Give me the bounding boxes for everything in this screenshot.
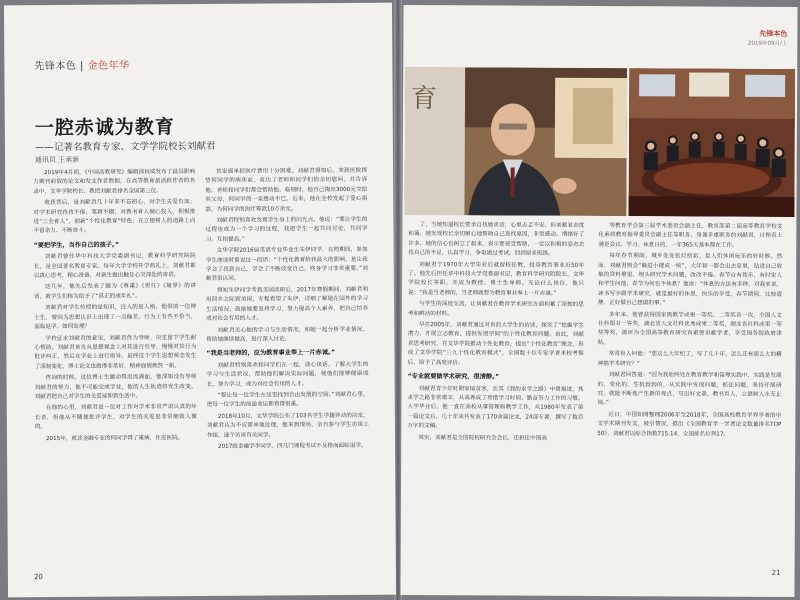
paragraph: 早在2005年，刘献君通过对有的大学生的访谈，探究了“挖掘学生潜力，开展立志教育，提供发展空间”的个性化教育问题。由此，刘献君思考研究，在文华学院推动个性化教育，提出“个性化教育”理念，形成了文华学院“三九个性化教育模式”，全国数十位专家学者来校考察后，给予了高度评价。 [407,322,584,366]
paragraph: 刘献君曾任华中科技大学党委副书记，教育科学研究院院长，是全国著名教育专家。每年大学学校开学典礼上，刘献君都以真心思考，精心准备，对新生做出触及心灵深处的寄语。 [33,253,196,280]
paragraph: 刘献君特别喜欢发现学生身上的闪光点。他说：“要让学生的过程也成为一个学习的过程，我把学生一起共同讨论，共同学习，互相提高。” [205,216,368,243]
left-column-2 [205,167,370,568]
section-heading: “我是当老师的，应为教育事业奉上一片赤诚。” [206,349,336,358]
meeting-illustration [628,68,795,217]
svg-text:育: 育 [410,84,438,115]
paragraph: 等教育学会第三届学术委员会副主任，教育部第二届高等教育学校文化素质教育指导委员会副主任等职务，身兼多重职务的刘献君，日程表上满是会议、学习、休息日的，一年365天基本都在工作。 [598,223,783,249]
page-header [748,29,787,47]
header-brand: 先锋本色 [759,29,788,38]
article-subtitle: ——记著名教育专家、文学学院校长刘献君 [34,140,216,154]
paragraph: 刘献君青少年时期家境贫寒，在其《我的求学之路》中曾描述，其求学之路非常艰辛，从高养成了珍惜学习时间、勤奋努力工作的习惯。大学毕业后，他一直在高校从事管理和教学工作，从1980年发表了第一篇论文后，几十年来共发表了170余篇论文，24部专著，撰写了数百万字的文稿。 [407,385,584,430]
paragraph: 常常有人问他：“您这么大年纪了，写了几十年，怎么还有那么大的精神搞学术研究？” [597,351,782,367]
paragraph: 其家庭承担医疗费用十分困难。刘献君得知后，来到医院探望何同学的病床前，表达了老师和同学们的亲切慰问，并告诉他，老师和同学们都会帮助他。临别时，他自己掏出3000元交给其父母，何同学的一家感动不已。后来，他在全校发起了爱心捐款，为何同学的治疗筹款10万余元。 [205,167,368,213]
right-page [400,5,797,597]
right-column-2 [597,222,783,569]
left-column-1 [33,168,198,569]
paragraph: 与学生的深度交流，让刘献君在教育学术研究方面积累了深刻的思考和鲜活的材料。 [407,301,584,317]
paragraph: 2018年10月，文华学院公布了103名学生学籍异动的决定，刘献君认为不应简单地处理，他来到现场，亲自参与学生访谈工作组，逐个访谈有关同学。 [206,412,369,439]
photo-portrait [404,67,627,216]
paragraph: 刘献君特别喜欢和同学们在一起，谈心谈话，了解大学生的学习与生活状况，帮助他们解决实际问题，使他们能够健康成长，努力学习，成为对社会有用的人才。 [206,361,369,388]
paragraph: 收获背后，是刘献君几十年来不忘初心，对学生关爱有加；对学术研究孜孜不倦、笔耕不辍；对教书育人倾心投入，积极推进“三全育人”，创新“个性化教育”特色；在立德树人的道路上向不留余力、不断奋斗。 [33,199,196,235]
paragraph: 2019年4月初，《中国高教研究》编辑部权威发布了最具影响力期刊前载的论文和发文作者数据，在高等教育最活跃作者的名录中，文华学院校长、教授刘献君排名全国第三位。 [33,169,196,195]
paragraph: 每年春节期间，城乡处处张灯结彩，是人们休闲玩乐的好时候。然而，刘献君则会“躲进小楼成一统”，大年初一都会出去家里，钻进自己收集的资料堆里，埋头研究学术问题，改改不倦。春节自有其乐，有时家人和学生问他，春节为何也不休息？他说：“休息的方法有多种，对我来说，读书写字做学术研究，就是最好的休息，快乐的享受，春节期间，比较清静，正好做自己想做的事。” [597,253,783,307]
paragraph: 刘献君关心她的学习与生活情况，和她一起分析学业情况，帮助她继续提高，进行深入讨论。 [206,326,369,343]
paragraph: 在他的心里，刘献君是一位对工作对学术非常严肃认真的年长者，但他从不随便批评学生，对学生的关爱是非常细致入微的。 [34,404,197,431]
paragraph: 咨询的时候，这位博士生激动得泪流满面，他深知没有导师刘献君的努力，他不可能完成学业，他的人生轨迹将发生改变。刘献君把自己对学生的关爱延伸到生活中。 [34,374,197,401]
paragraph: 学校征求刘献君的意见，刘献君作为导师，决定留下学生耐心帮助。刘献君首先从思想观念上对其进行引导，慢慢对其行为批评纠正，然后在学业上进行指导。最终这个学生思想观念发生了深刻变化，博士论文也做得非常好，精神面貌焕然一新。 [34,334,197,370]
article-title: 一腔赤诚为教育 [34,116,175,140]
paragraph: 文华学院2016届英语专业毕业生朱伊同学，在校期间，参加学生座谈时曾说过一段话：“个性化教育给我最大的影响，是让我学会了找到自己，学会了不断改变自己，终身学习非常重要。”刘献君很认同。 [205,247,368,283]
page-number-left: 20 [33,573,43,582]
section-tag [34,56,129,72]
paragraph: 得知朱伊同学考到美国读研后，2017年寒假期间，刘献君利用回乡之际到美国，专程看望了朱伊，详细了解她在国外的学习生活情况，鼓励她要坚持学习，努力提高个人素养，把自己培养成对社会有用的人才。 [205,286,369,323]
paragraph: 多年来，他曾获得国家级教学成果一等奖、二等奖各一次，全国人文社科图书一等奖，湖北省人文社科优秀成果二等奖，湖北省社科成果一等奖等奖，被评为全国高等教育研究有重要贡献学者，享受国务院政府津贴。 [597,311,782,346]
header-date: 2019年09月/上 [747,40,788,47]
section-heading: “专业就要做学术研究，很清静。” [407,373,500,381]
paragraph: 这几年，他先后发表了题为《尊重》《责任》《境界》的讲话，被学生们称为给予了“真正的成年礼”。 [33,283,196,301]
paragraph: 刘献君回答道：“因为我始终处在教育教学和管理实践中，实践是发展的，变化的，生机勃勃的，从实践中发现问题，抓住问题，坚持开展研究，就能不断地产生新的观点，写出好文章，教书育人，立德树人永无止境。” [597,372,782,407]
photo-meeting [628,68,795,217]
section-prefix: 先锋本色 [34,60,77,73]
page-number-right: 21 [771,568,781,577]
byline: 通讯员 王承新 [34,155,80,165]
section-accent: 金色年华 [87,60,130,72]
section-heading: “要把学生，当作自己的孩子。” [33,241,120,250]
right-column-1 [407,221,585,568]
paragraph: 其实，刘献君是全国院校研究会会长，还担任中国高 [418,434,547,442]
paragraph: 近日，中国知网整理2006年至2018年，全国高校教育学界学者的中文学术期刊发文，被引情况，推出《全国教育学一学者论文数量排名TOP 50》，刘献君以综合指数715.14，全国排名位列17。 [597,411,782,438]
paragraph: 刘献君于1970年大学毕业后就留校任教，投身教育事业近50年了。他先后担任华中科技大学党委副书记，教育科学研究院院长，文华学院校长等职，开成为教授、博士生导师。无论什么岗位，他只说：“我是当老师的，当老师就要为教育事业奉上一片赤诚。” [408,261,585,297]
section-separator: | [76,60,88,72]
paragraph: 2015年，就读金融专业的何同学得了重病，住进医院。 [45,434,184,442]
portrait-illustration [404,67,627,216]
paragraph: 2017级金融学李同学，四几门课程考试不及格而面临退学。 [218,442,367,450]
paragraph: 刘献君对学生传授的是知识，注入的是人格。他带的一位博士生，曾因为思想认识上出现了一点偏差，行为上有些不恰当，面临退学。如何处理？ [34,304,197,331]
paragraph: 了，当她知道校长要亲自找她谈话，心里忐忑不安。但刘献君态度和蔼，她发现校长亲切耐心地帮助自己查找原因，非常感动。情绪好了许多，她的信心也树立了起来，表示要接受帮助，一定以积极的姿态去找自己的不足，认真学习，争取通过考试，回到原来班级。 [408,222,585,257]
paragraph: “要让每一位学生在这里找到自由发展的空间。”刘献君心里，把每一位学生的前途命运都看得很重。 [206,391,369,409]
left-page [4,3,396,598]
